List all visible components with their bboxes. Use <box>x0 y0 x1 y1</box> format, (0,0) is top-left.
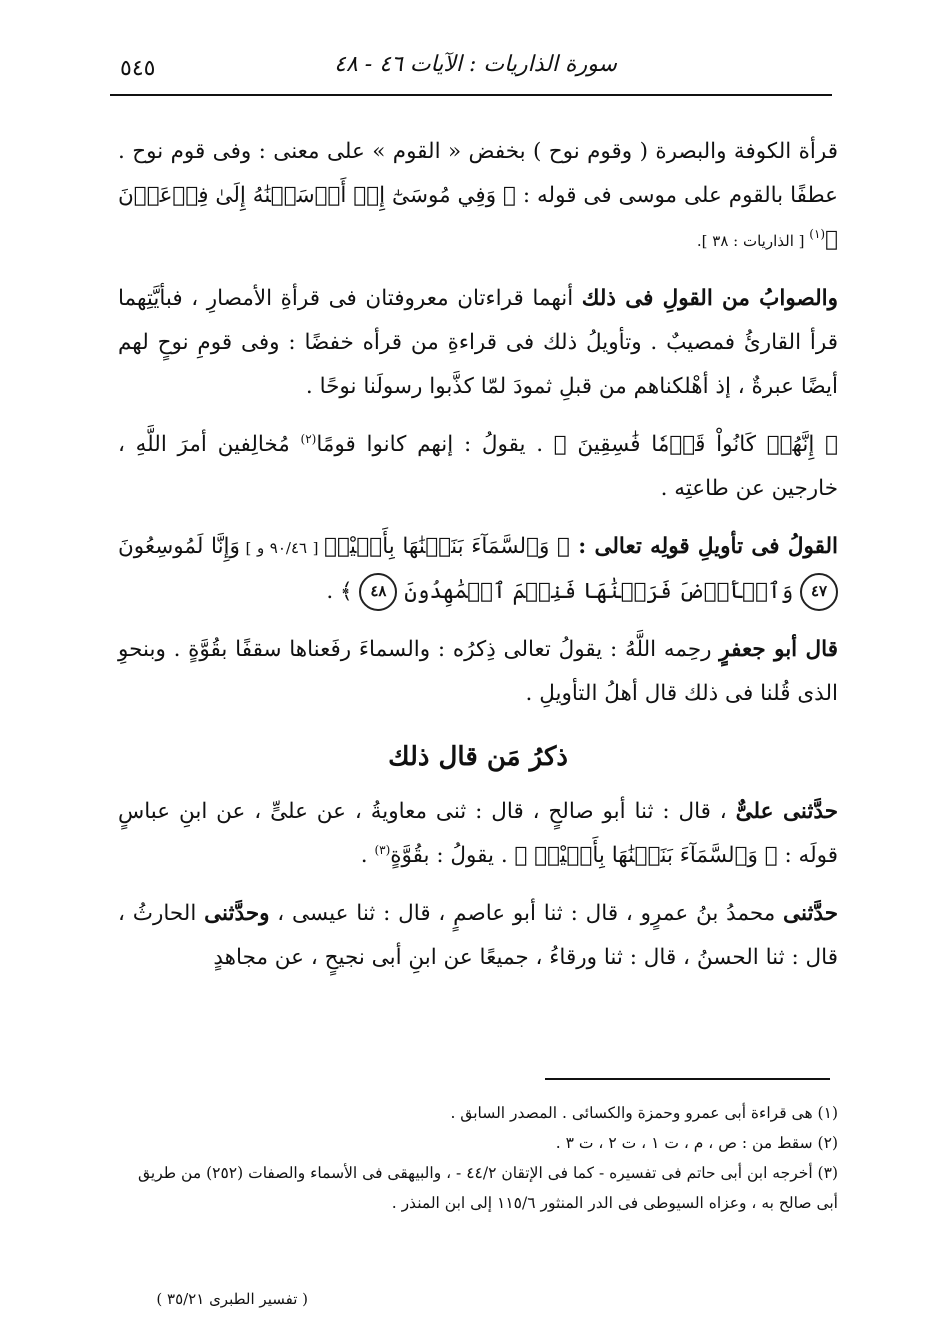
quran-verse: ﴿ وَفِي مُوسَىٰٓ إِذۡ أَرۡسَلۡنَٰهُ إِلَىٰ فِرۡعَوۡنَ ﴾ <box>118 183 838 252</box>
quran-verse: وَإِنَّا لَمُوسِعُونَ <box>118 534 240 559</box>
paragraph-2-text: أنهما قراءتان معروفتان فى قرأةِ الأمصارِ ، فبأيَّتِهما قرأ القارئُ فمصيبٌ . وتأويلُ ذلك فى قراءةِ من قرأه خفضًا : وفى قومِ نوحٍ لهم أيضًا عبرةٌ ، إذ أهْلكناهم من قبلِ ثمودَ لمّا كذَّبوا رسولَنا نوحًا . <box>118 286 838 399</box>
paragraph-2 <box>118 277 838 409</box>
verse-number-badge: ٤٧ <box>800 573 838 611</box>
footnote-marker-1: (١) <box>809 226 826 241</box>
paragraph-6-tail: . يقولُ : بقُوَّةٍ <box>390 843 515 868</box>
paragraph-6-lead: حدَّثنى علىٌّ <box>735 799 838 824</box>
paragraph-5 <box>118 628 838 716</box>
quran-verse: ﴿ إِنَّهُمۡ كَانُواْ قَوۡمٗا فَٰسِقِينَ ﴾ <box>553 432 838 457</box>
footnote-3: (٣) أخرجه ابن أبى حاتم فى تفسيره - كما فى الإتقان ٤٤/٢ - ، والبيهقى فى الأسماء والصفات (٢٥٢) من طريق أبى صالح به ، وعزاه السيوطى فى الدر المنثور ١١٥/٦ إلى ابن المنذر . <box>138 1164 838 1212</box>
header-rule <box>110 94 832 96</box>
footnotes <box>118 1098 838 1218</box>
footnote-1: (١) هى قراءة أبى عمرو وحمزة والكسائى . المصدر السابق . <box>450 1104 838 1122</box>
volume-reference: ( تفسير الطبرى ٣٥/٢١ ) <box>156 1290 308 1308</box>
paragraph-3-mid: . يقولُ : إنهم كانوا قومًا <box>316 432 554 457</box>
main-text <box>118 130 838 980</box>
paragraph-1-line-1: قرأة الكوفة والبصرة ( وقوم نوح ) بخفض « القوم » على معنى : وفى قوم نوح . <box>118 139 838 164</box>
running-title: سورة الذاريات : الآيات ٤٦ - ٤٨ <box>334 52 617 77</box>
paragraph-3-text: مُخالِفين أمرَ اللَّهِ ، خارجين عن طاعتِه . <box>118 432 838 501</box>
paragraph-4 <box>118 525 838 614</box>
footnote-rule <box>545 1078 830 1080</box>
paragraph-7-lead-2: وحدَّثنى <box>204 901 270 926</box>
paragraph-3 <box>118 423 838 511</box>
footnote-marker-3: (٣) <box>374 842 391 857</box>
paragraph-1-line-2: عطفًا بالقوم على موسى فى قوله : <box>515 183 838 208</box>
paragraph-7-lead: حدَّثنى <box>783 901 838 926</box>
page-number: ٥٤٥ <box>120 56 156 81</box>
page-header <box>112 40 832 90</box>
paragraph-4-lead: القولُ فى تأويلِ قولِه تعالى : <box>569 534 839 559</box>
quran-verse: وَٱلۡأَرۡضَ فَرَشۡنَٰهَا فَنِعۡمَ ٱلۡمَٰهِدُونَ <box>404 579 800 604</box>
footnote-marker-2: (٢) <box>300 431 317 446</box>
paragraph-7-text: الحارثُ ، قال : ثنا الحسنُ ، قال : ثنا ورقاءُ ، جميعًا عن ابنِ أبى نجيحٍ ، عن مجاهدٍ <box>118 901 838 970</box>
verse-number-badge: ٤٨ <box>359 573 397 611</box>
paragraph-5-text: رحِمه اللَّهُ : يقولُ تعالى ذِكرُه : والسماءَ رفَعناها سقفًا بقُوَّةٍ . وبنحوِ الذى قُلنا فى ذلك قال أهلُ التأويلِ . <box>118 637 838 706</box>
paragraph-7 <box>118 892 838 980</box>
paragraph-6-end: . <box>360 843 375 868</box>
footnote-2: (٢) سقط من : ص ، م ، ت ١ ، ت ٢ ، ت ٣ . <box>555 1134 838 1152</box>
quran-close: ﴾ . <box>326 579 360 604</box>
quran-verse: ﴿ وَٱلسَّمَآءَ بَنَيۡنَٰهَا بِأَيۡيْدٖ ﴾ <box>514 843 778 868</box>
paragraph-5-lead: قال أبو جعفرٍ <box>719 637 838 662</box>
paragraph-6-text: ، قال : ثنا أبو صالحٍ ، قال : ثنى معاويةُ ، عن علىٍّ ، عن ابنِ عباسٍ قولَه : <box>118 799 838 868</box>
paragraph-1 <box>118 130 838 263</box>
paragraph-6 <box>118 790 838 878</box>
section-heading: ذكرُ مَن قال ذلك <box>388 742 568 772</box>
paragraph-7-mid: محمدُ بنُ عمرٍو ، قال : ثنا أبو عاصمٍ ، قال : ثنا عيسى ، <box>269 901 784 926</box>
paragraph-2-lead: والصوابُ من القولِ فى ذلك <box>581 286 838 311</box>
verse-reference: [ الذاريات : ٣٨ ]. <box>696 232 810 250</box>
manuscript-reference: [ ٩٠/٤٦ و ] <box>239 539 325 557</box>
quran-verse: ﴿ وَٱلسَّمَآءَ بَنَيۡنَٰهَا بِأَيۡيْدٖ <box>324 534 570 559</box>
